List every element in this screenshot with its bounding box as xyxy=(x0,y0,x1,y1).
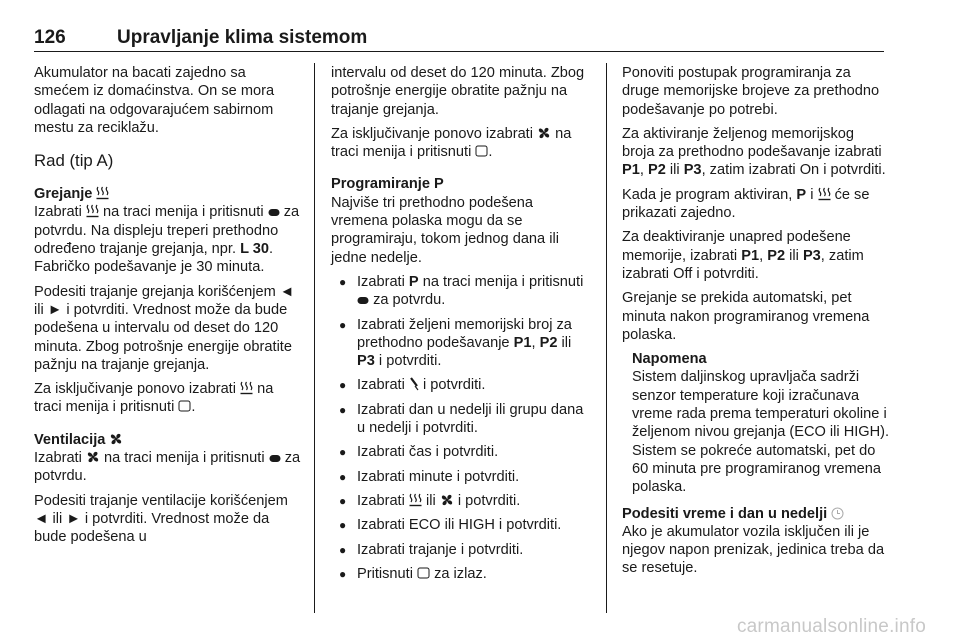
auto-stop-paragraph: Grejanje se prekida automatski, pet minuta nakon programiranog vremena polaska. xyxy=(622,290,870,343)
heat-icon xyxy=(240,381,253,395)
programming-heading: Programiranje P xyxy=(331,176,444,193)
right-arrow-icon: ► xyxy=(47,301,63,318)
clock-icon xyxy=(831,507,844,520)
set-time-paragraph: Ako je akumulator vozila isključen ili je njegov napon prenizak, jedinica treba da se resetuje. xyxy=(622,523,885,577)
heat-icon xyxy=(86,204,99,218)
column-1 xyxy=(34,64,304,553)
note-text: Sistem daljinskog upravljača sadrži senzor temperature koji izračunava vreme rada prema temperaturi okoline i željenom nivou grejanja (ECO ili HIGH). Sistem se pokreće automatski, pet do 60 minuta pre programiranog vremena polaska. xyxy=(632,369,890,496)
page-number: 126 xyxy=(34,27,66,48)
deactivate-paragraph: Za deaktiviranje unapred podešene memorije, izabrati P1, P2 ili P3, zatim izabrati Off i potvrditi. xyxy=(622,229,864,282)
column-divider xyxy=(314,63,315,613)
right-arrow-icon: ► xyxy=(66,510,81,527)
list-item: ● Izabrati ECO ili HIGH i potvrditi. xyxy=(339,517,562,534)
heat-icon xyxy=(96,186,109,200)
exit-button-icon xyxy=(475,145,488,158)
heating-off-paragraph: Za isključivanje ponovo izabrati na traci menija i pritisnuti . xyxy=(34,381,274,416)
enter-button-icon xyxy=(269,454,281,464)
column-3 xyxy=(622,64,890,584)
heat-icon xyxy=(818,187,831,201)
watermark: carmanualsonline.info xyxy=(736,616,926,637)
section-title: Rad (tip A) xyxy=(34,151,114,171)
activate-paragraph: Za aktiviranje željenog memorijskog broja za prethodno podešavanje izabrati P1, P2 ili P3, zatim izabrati On i potvrditi. xyxy=(622,125,886,179)
list-item: ● Izabrati čas i potvrditi. xyxy=(339,444,499,461)
repeat-paragraph: Ponoviti postupak programiranja za druge memorijske brojeve za prethodno podešavanje po potrebi. xyxy=(622,65,880,118)
ventilation-continued-text: intervalu od deset do 120 minuta. Zbog potrošnje energije obratite pažnju na trajanje grejanja. xyxy=(331,65,585,118)
list-item: ● Izabrati trajanje i potvrditi. xyxy=(339,541,524,558)
column-2 xyxy=(331,64,593,589)
list-item: ● Pritisnuti za izlaz. xyxy=(339,565,487,582)
ventilation-paragraph: Izabrati na traci menija i pritisnuti za potvrdu. xyxy=(34,450,301,485)
enter-button-icon xyxy=(357,296,369,306)
fan-icon xyxy=(537,126,551,140)
active-program-paragraph: Kada je program aktiviran, P i će se prikazati zajedno. xyxy=(622,186,870,222)
exit-button-icon xyxy=(417,567,430,580)
heating-heading: Grejanje xyxy=(34,185,304,203)
heat-icon xyxy=(409,493,422,507)
page-header xyxy=(34,27,884,52)
fan-icon xyxy=(440,493,454,507)
set-time-heading: Podesiti vreme i dan u nedelji xyxy=(622,505,890,523)
ventilation-off-paragraph: Za isključivanje ponovo izabrati na traci menija i pritisnuti . xyxy=(331,125,572,161)
fan-icon xyxy=(109,432,123,446)
list-item: ● Izabrati ili i potvrditi. xyxy=(339,492,521,509)
heating-duration-paragraph: Podesiti trajanje grejanja korišćenjem ◄ ili ► i potvrditi. Vrednost može da bude podešena u intervalu od deset do 120 minuta. Zbog potrošnje energije obratite pažnju na trajanje grejanja. xyxy=(34,283,295,373)
note-box xyxy=(632,350,890,496)
list-item: ● Izabrati i potvrditi. xyxy=(339,377,486,394)
battery-disposal-text: Akumulator na bacati zajedno sa smećem iz domaćinstva. On se mora odlagati na odgovarajućem sabirnom mestu za reciklažu. xyxy=(34,65,275,136)
exit-button-icon xyxy=(178,400,191,413)
list-item: ● Izabrati dan u nedelji ili grupu dana u nedelji i potvrditi. xyxy=(339,401,584,437)
left-arrow-icon: ◄ xyxy=(279,283,295,300)
ventilation-heading: Ventilacija xyxy=(34,431,304,449)
left-arrow-icon: ◄ xyxy=(34,510,49,527)
programming-steps xyxy=(331,273,593,583)
column-divider xyxy=(606,63,607,613)
list-item: ● Izabrati P na traci menija i pritisnuti za potvrdu. xyxy=(339,273,584,309)
ventilation-duration-paragraph: Podesiti trajanje ventilacije korišćenjem ◄ ili ► i potvrditi. Vrednost može da bude podešena u xyxy=(34,492,288,546)
enter-button-icon xyxy=(268,208,280,218)
programming-intro: Najviše tri prethodno podešena vremena polaska mogu da se programiraju, tokom jednog dana ili jedne nedelje. xyxy=(331,194,559,266)
list-item: ● Izabrati željeni memorijski broj za prethodno podešavanje P1, P2 ili P3 i potvrditi. xyxy=(339,316,572,370)
fan-icon xyxy=(86,450,100,464)
note-title: Napomena xyxy=(632,351,707,368)
remote-key-icon xyxy=(409,377,419,391)
heating-paragraph: Izabrati na traci menija i pritisnuti za potvrdu. Na displeju treperi prethodno određeno trajanje grejanja, npr. L 30. Fabričko podešavanje je 30 minuta. xyxy=(34,204,300,276)
page-title: Upravljanje klima sistemom xyxy=(117,27,368,48)
list-item: ● Izabrati minute i potvrditi. xyxy=(339,468,520,485)
